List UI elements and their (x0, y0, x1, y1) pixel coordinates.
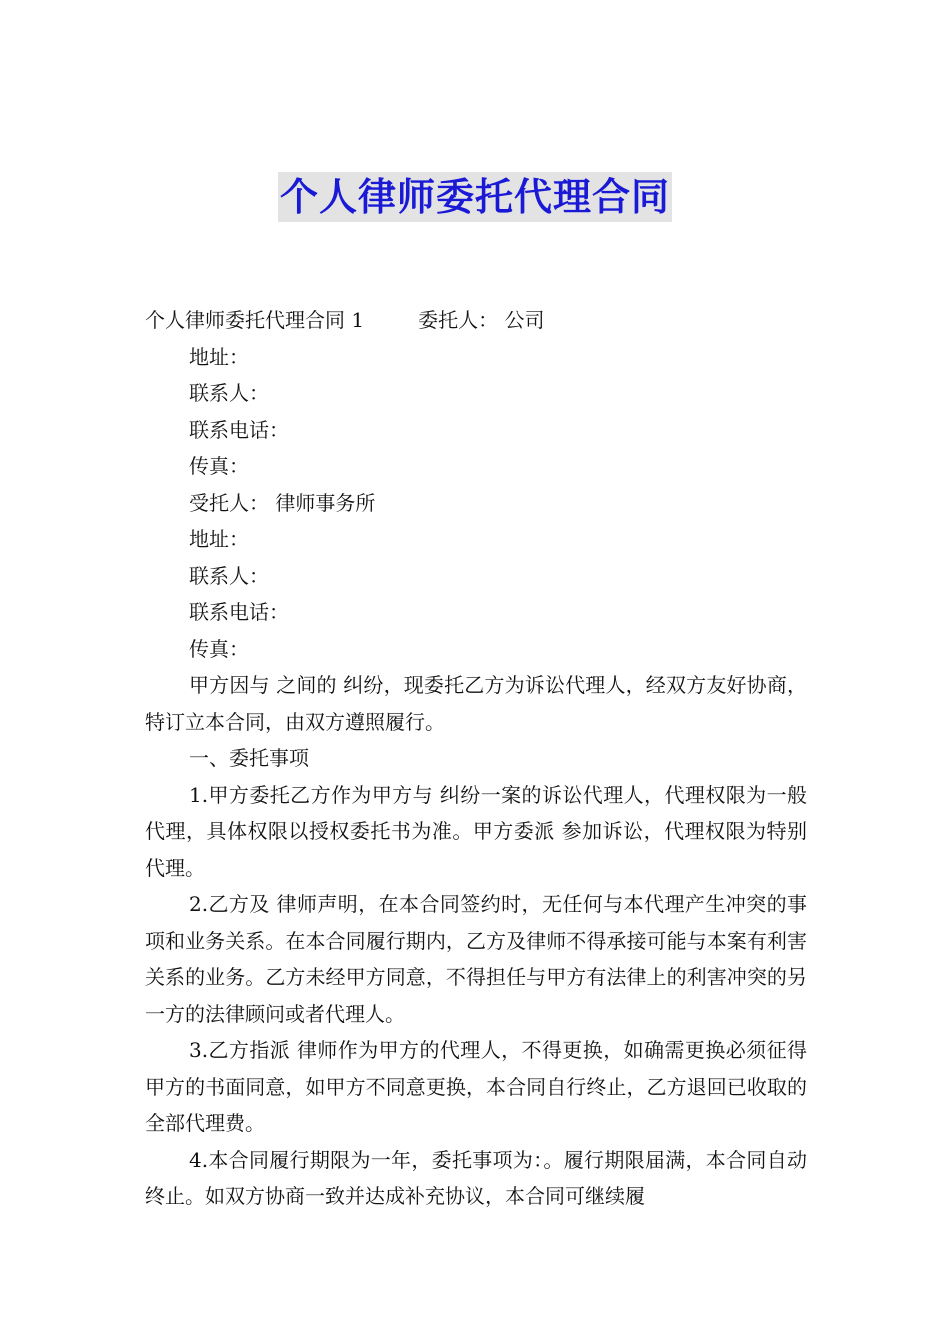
agent-label: 受托人： 律师事务所 (189, 490, 376, 515)
intro-line (145, 302, 807, 339)
item-2-paragraph: 2.乙方及 律师声明，在本合同签约时，无任何与本代理产生冲突的事项和业务关系。在本合同履行期内，乙方及律师不得承接可能与本案有利害关系的业务。乙方未经甲方同意，不得担任与甲方有法律上的利害冲突的另一方的法律顾问或者代理人。 (145, 892, 807, 1026)
client-phone: 联系电话： (189, 417, 289, 442)
client-label: 委托人： 公司 (418, 308, 545, 332)
item-1-paragraph: 1.甲方委托乙方作为甲方与 纠纷一案的诉讼代理人，代理权限为一般代理，具体权限以授权委托书为准。甲方委派 参加诉讼，代理权限为特别代理。 (145, 782, 807, 880)
agent-fax: 传真： (189, 636, 249, 661)
item-4-paragraph: 4.本合同履行期限为一年，委托事项为：。履行期限届满，本合同自动终止。如双方协商一致并达成补充协议，本合同可继续履 (145, 1147, 807, 1208)
preamble-paragraph: 甲方因与 之间的 纠纷，现委托乙方为诉讼代理人，经双方友好协商，特订立本合同，由双方遵照履行。 (145, 673, 807, 734)
client-address: 地址： (189, 344, 249, 369)
client-fax: 传真： (189, 454, 249, 478)
client-contact: 联系人： (189, 381, 269, 405)
intro-heading: 个人律师委托代理合同 1 (145, 308, 365, 332)
title-container (0, 172, 950, 222)
section-heading: 一、委托事项 (189, 746, 309, 770)
document-body (145, 302, 807, 1215)
agent-contact: 联系人： (189, 563, 269, 588)
agent-phone: 联系电话： (189, 600, 289, 624)
item-3-paragraph: 3.乙方指派 律师作为甲方的代理人，不得更换，如确需更换必须征得甲方的书面同意，如甲方不同意更换，本合同自行终止，乙方退回已收取的全部代理费。 (145, 1038, 807, 1135)
agent-address: 地址： (189, 527, 249, 551)
document-title: 个人律师委托代理合同 (278, 172, 672, 222)
